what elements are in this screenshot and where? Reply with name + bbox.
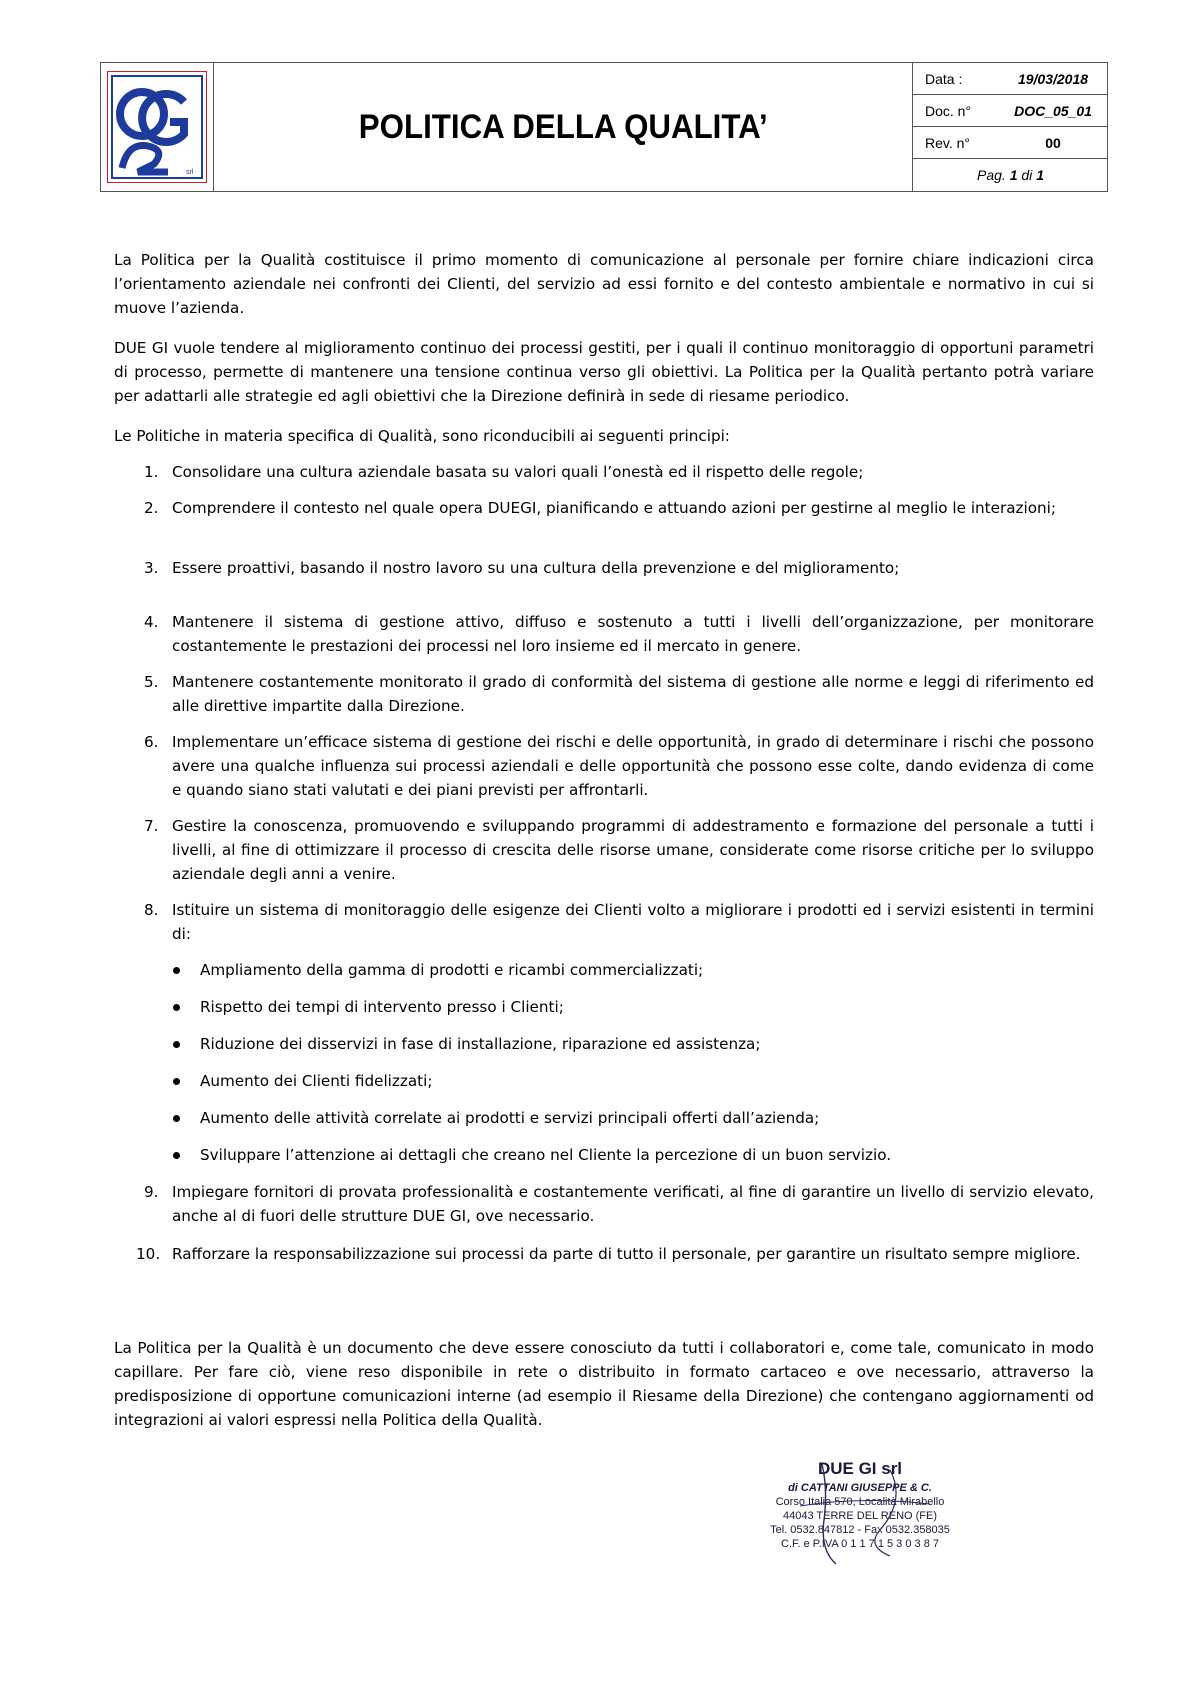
date-value: 19/03/2018: [1017, 71, 1089, 87]
item-number: 5.: [144, 673, 159, 691]
signature: [740, 1460, 980, 1570]
meta-doc-row: [913, 95, 1108, 127]
item-number: 7.: [144, 817, 159, 835]
doc-label: Doc. n°: [925, 103, 972, 119]
item-number: 4.: [144, 613, 159, 631]
rev-label: Rev. n°: [925, 135, 971, 151]
rev-value: 00: [1045, 135, 1061, 151]
bullet-text: Sviluppare l’attenzione ai dettagli che creano nel Cliente la percezione di un buon servizio.: [200, 1146, 892, 1164]
item-number: 10.: [136, 1245, 161, 1263]
item-text: Impiegare fornitori di provata professionalità e costantemente verificati, al fine di garantire un livello di servizio elevato, anche al di fuori delle strutture DUE GI, ove necessario.: [172, 1183, 1094, 1225]
item-text: Rafforzare la responsabilizzazione sui processi da parte di tutto il personale, per garantire un risultato sempre migliore.: [172, 1245, 1081, 1263]
stamp-name: DUE GI srl: [817, 1459, 903, 1478]
item-number: 6.: [144, 733, 159, 751]
bullet-dot: [173, 1115, 180, 1122]
bullet-dot: [173, 1041, 180, 1048]
stamp-phone: Tel. 0532.847812 - Fax 0532.358035: [770, 1524, 950, 1536]
page-current: 1: [1009, 167, 1018, 183]
item-number: 8.: [144, 901, 159, 919]
closing-paragraph: La Politica per la Qualità è un documento che deve essere conosciuto da tutti i collaboratori e, come tale, comunicato in modo capillare. Per fare ciò, viene reso disponibile in rete o distribuito in formato cartaceo e ove necessario, attraverso la predisposizione di opportune comunicazioni interne (ad esempio il Riesame della Direzione) che contengano aggiornamenti od integrazioni ai valori espressi nella Politica della Qualità.: [114, 1339, 1094, 1429]
item-text: Gestire la conoscenza, promuovendo e sviluppando programmi di addestramento e formazione del personale a tutti i livelli, al fine di ottimizzare il processo di crescita delle risorse umane, considerate come risorse critiche per lo sviluppo aziendale degli anni a venire.: [172, 817, 1094, 883]
page-indicator: [913, 167, 1108, 183]
item-number: 2.: [144, 499, 159, 517]
date-label: Data :: [925, 71, 963, 87]
stamp-vat: C.F. e P.IVA 0 1 1 7 1 5 3 0 3 8 7: [781, 1538, 939, 1550]
page-of: di: [1021, 167, 1033, 183]
bullet-text: Ampliamento della gamma di prodotti e ricambi commercializzati;: [200, 961, 704, 979]
meta-rev-row: [913, 127, 1108, 159]
item-number: 9.: [144, 1183, 159, 1201]
company-logo: [107, 71, 207, 183]
item-number: 3.: [144, 559, 159, 577]
item-number: 1.: [144, 463, 159, 481]
bullet-text: Rispetto dei tempi di intervento presso i Clienti;: [200, 998, 564, 1016]
principles-lead: Le Politiche in materia specifica di Qualità, sono riconducibili ai seguenti principi:: [114, 427, 730, 445]
logo-srl: srl: [186, 169, 194, 176]
due-gi-paragraph: DUE GI vuole tendere al miglioramento continuo dei processi gestiti, per i quali il continuo monitoraggio di opportuni parametri di processo, permette di mantenere una tensione continua verso gli obiettivi. La Politica per la Qualità pertanto potrà variare per adattarli alle strategie ed agli obiettivi che la Direzione definirà in sede di riesame periodico.: [114, 339, 1094, 405]
bullet-text: Aumento dei Clienti fidelizzati;: [200, 1072, 433, 1090]
document-meta: [912, 63, 1108, 191]
item-text: Mantenere il sistema di gestione attivo, diffuso e sostenuto a tutti i livelli dell’organizzazione, per monitorare costantemente le prestazioni dei processi nel loro insieme ed il mercato in genere.: [172, 613, 1094, 655]
meta-date-row: [913, 63, 1108, 95]
item-text: Consolidare una cultura aziendale basata su valori quali l’onestà ed il rispetto delle regole;: [172, 463, 864, 481]
page-prefix: Pag.: [977, 167, 1006, 183]
item-text: Comprendere il contesto nel quale opera DUEGI, pianificando e attuando azioni per gestirne al meglio le interazioni;: [172, 499, 1056, 517]
item-text: Istituire un sistema di monitoraggio delle esigenze dei Clienti volto a migliorare i prodotti ed i servizi esistenti in termini di:: [172, 901, 1094, 943]
bullet-dot: [173, 1004, 180, 1011]
item-text: Mantenere costantemente monitorato il grado di conformità del sistema di gestione alle norme e leggi di riferimento ed alle direttive impartite dalla Direzione.: [172, 673, 1094, 715]
company-stamp: [740, 1460, 980, 1570]
bullet-text: Aumento delle attività correlate ai prodotti e servizi principali offerti dall’azienda;: [200, 1109, 820, 1127]
item-text: Implementare un’efficace sistema di gestione dei rischi e delle opportunità, in grado di determinare i rischi che possono avere una qualche influenza sui processi aziendali e delle opportunità che possono esse colte, dando evidenza di come e quando siano stati valutati e dei piani previsti per affrontarli.: [172, 733, 1094, 799]
stamp-owner: di CATTANI GIUSEPPE & C.: [788, 1482, 932, 1494]
page-total: 1: [1036, 167, 1044, 183]
item-text: Essere proattivi, basando il nostro lavoro su una cultura della prevenzione e del miglioramento;: [172, 559, 900, 577]
stamp-city: 44043 TERRE DEL RENO (FE): [782, 1510, 938, 1522]
logo-cell: [101, 63, 214, 191]
doc-value: DOC_05_01: [1014, 103, 1092, 119]
document-header: [100, 62, 1108, 192]
stamp-address: Corso Italia 570, Località Mirabello: [775, 1496, 945, 1508]
title-cell: [214, 63, 912, 191]
document-title: POLITICA DELLA QUALITA’: [358, 107, 768, 146]
intro-paragraph: La Politica per la Qualità costituisce il primo momento di comunicazione al personale per fornire chiare indicazioni circa l’orientamento aziendale nei confronti dei Clienti, del servizio ad essi fornito e del contesto ambientale e normativo in cui si muove l’azienda.: [114, 251, 1094, 317]
bullet-dot: [173, 1152, 180, 1159]
bullet-dot: [173, 967, 180, 974]
meta-page-row: [913, 159, 1108, 191]
bullet-dot: [173, 1078, 180, 1085]
bullet-text: Riduzione dei disservizi in fase di installazione, riparazione ed assistenza;: [200, 1035, 761, 1053]
